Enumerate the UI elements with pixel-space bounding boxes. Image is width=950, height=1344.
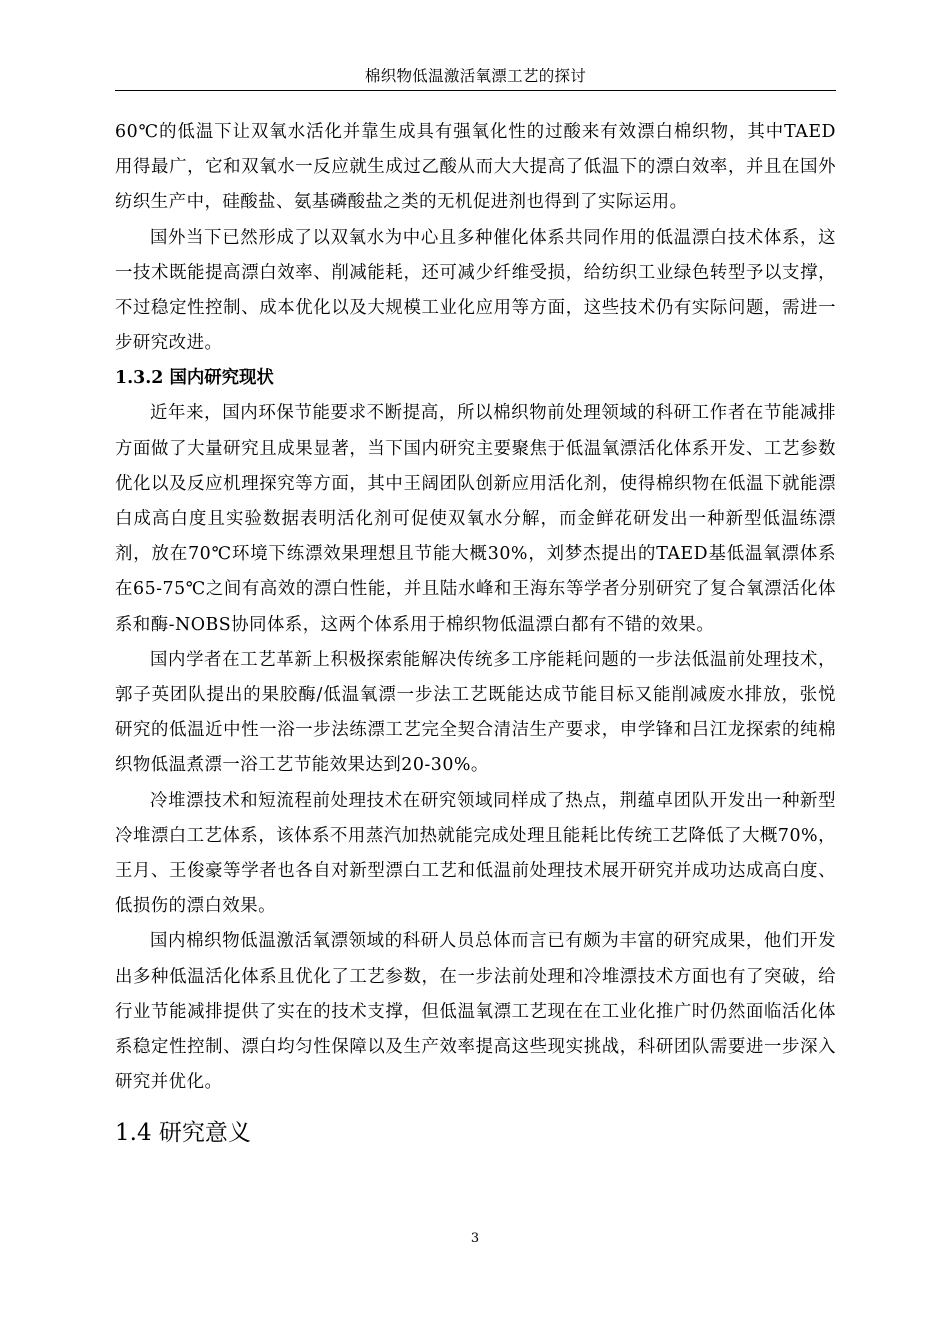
paragraph-foreign-summary: 国外当下已然形成了以双氧水为中心且多种催化体系共同作用的低温漂白技术体系，这一技术既能提高漂白效率、削减能耗，还可减少纤维受损，给纺织工业绿色转型予以支撑，不过稳定性控制、成本优化以及大规模工业化应用等方面，这些技术仍有实际问题，需进一步研究改进。 — [115, 227, 836, 354]
paragraph-domestic-summary: 国内棉织物低温激活氧漂领域的科研人员总体而言已有颇为丰富的研究成果，他们开发出多种低温活化体系且优化了工艺参数，在一步法前处理和冷堆漂技术方面也有了突破，给行业节能减排提供了实在的技术支撑，但低温氧漂工艺现在在工业化推广时仍然面临活化体系稳定性控制、漂白均匀性保障以及生产效率提高这些现实挑战，科研团队需要进一步深入研究并优化。 — [115, 931, 836, 1093]
page-number: 3 — [470, 1231, 480, 1246]
running-header: 棉织物低温激活氧漂工艺的探讨 — [364, 67, 587, 85]
paragraph-continued: 60℃的低温下让双氧水活化并靠生成具有强氧化性的过酸来有效漂白棉织物，其中TAED用得最广，它和双氧水一反应就生成过乙酸从而大大提高了低温下的漂白效率，并且在国外纺织生产中，硅酸盐、氨基磷酸盐之类的无机促进剂也得到了实际运用。 — [115, 122, 836, 213]
subsection-heading: 1.3.2 国内研究现状 — [115, 368, 274, 389]
paragraph-domestic-research: 近年来，国内环保节能要求不断提高，所以棉织物前处理领域的科研工作者在节能减排方面做了大量研究且成果显著，当下国内研究主要聚焦于低温氧漂活化体系开发、工艺参数优化以及反应机理探究等方面，其中王阔团队创新应用活化剂，使得棉织物在低温下就能漂白成高白度且实验数据表明活化剂可促使双氧水分解，而金鲜花研发出一种新型低温练漂剂，放在70℃环境下练漂效果理想且节能大概30%，刘梦杰提出的TAED基低温氧漂体系在65-75℃之间有高效的漂白性能，并且陆水峰和王海东等学者分别研究了复合氧漂活化体系和酶-NOBS协同体系，这两个体系用于棉织物低温漂白都有不错的效果。 — [115, 403, 836, 635]
paragraph-cold-pad-batch: 冷堆漂技术和短流程前处理技术在研究领域同样成了热点，荆蕴卓团队开发出一种新型冷堆漂白工艺体系，该体系不用蒸汽加热就能完成处理且能耗比传统工艺降低了大概70%，王月、王俊豪等学者也各自对新型漂白工艺和低温前处理技术展开研究并成功达成高白度、低损伤的漂白效果。 — [115, 790, 836, 917]
header-rule — [115, 90, 836, 91]
section-heading: 1.4 研究意义 — [115, 1120, 251, 1147]
paragraph-process-innovation: 国内学者在工艺革新上积极探索能解决传统多工序能耗问题的一步法低温前处理技术，郭子英团队提出的果胶酶/低温氧漂一步法工艺既能达成节能目标又能削减废水排放，张悦研究的低温近中性一浴一步法练漂工艺完全契合清洁生产要求，申学锋和吕江龙探索的纯棉织物低温煮漂一浴工艺节能效果达到20-30%。 — [115, 649, 836, 776]
page-body — [115, 115, 836, 1153]
